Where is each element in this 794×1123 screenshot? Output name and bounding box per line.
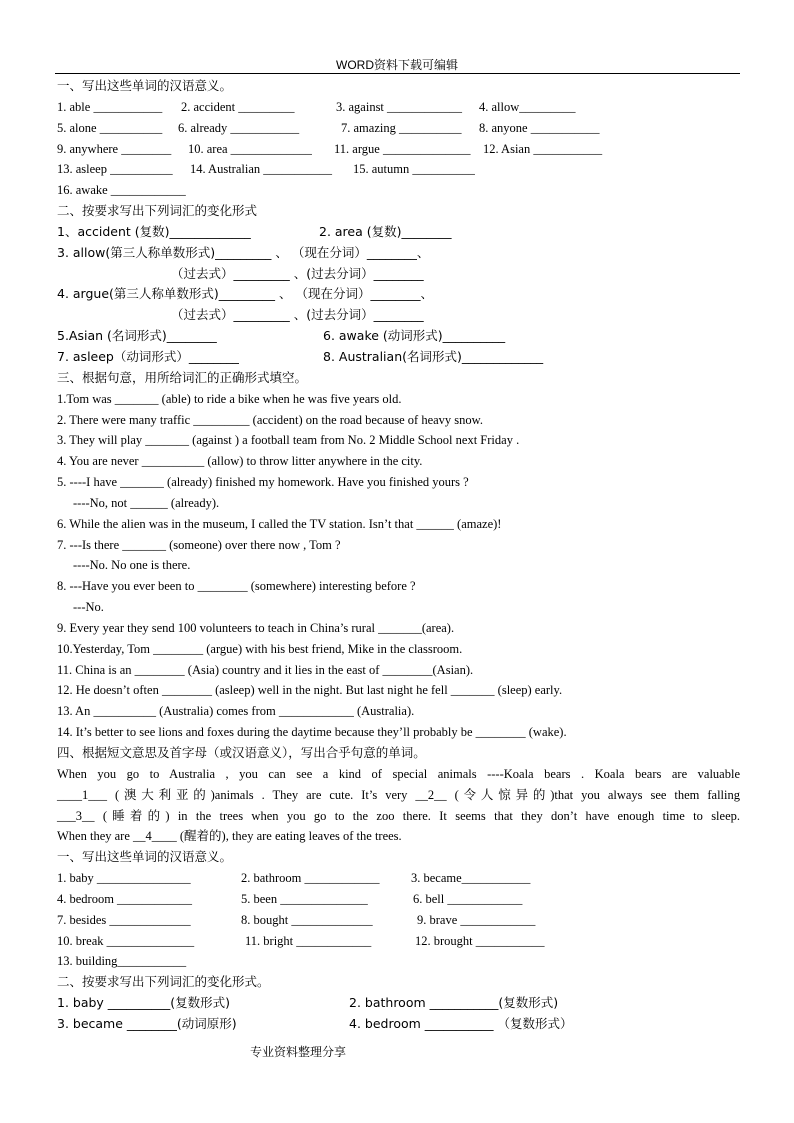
- passage-line: ___3__ (睡着的) in the trees when you go to the zoo there. It seems that they don’t have enough time to sleep.: [57, 808, 740, 823]
- word-item: 9. brave ____________: [417, 912, 536, 927]
- word-row: [57, 931, 740, 952]
- word-item: 8. bought _____________: [241, 912, 373, 927]
- sentence-line: 4. You are never __________ (allow) to throw litter anywhere in the city.: [57, 454, 423, 469]
- form-item: 8. Australian(名词形式)_____________: [323, 348, 544, 364]
- sentence-line: 1.Tom was _______ (able) to ride a bike when he was five years old.: [57, 391, 402, 406]
- section-title: 一、写出这些单词的汉语意义。: [57, 849, 233, 865]
- form-row: [57, 993, 740, 1014]
- word-item: 3. against ____________: [336, 99, 463, 114]
- word-item: 15. autumn __________: [353, 162, 475, 177]
- form-item: 1、accident (复数)_____________: [57, 223, 251, 239]
- form-item: 1. baby __________(复数形式): [57, 995, 231, 1011]
- form-row: [57, 264, 740, 285]
- word-item: 4. allow_________: [479, 99, 576, 114]
- sentence-line: 5. ----I have _______ (already) finished my homework. Have you finished yours ?: [57, 475, 469, 490]
- word-item: 3. became___________: [411, 871, 531, 886]
- sentence-line: 11. China is an ________ (Asia) country and it lies in the east of ________(Asian).: [57, 662, 474, 677]
- form-item: 3. allow(第三人称单数形式)_________ 、 （现在分词）________、: [57, 244, 430, 260]
- form-item: 3. became ________(动词原形): [57, 1015, 237, 1031]
- word-item: 6. bell ____________: [413, 891, 523, 906]
- word-item: 1. baby _______________: [57, 871, 191, 886]
- word-row: [57, 97, 740, 118]
- sentence-line: 13. An __________ (Australia) comes from ____________ (Australia).: [57, 704, 415, 719]
- word-item: 4. bedroom ____________: [57, 891, 193, 906]
- word-row: [57, 118, 740, 139]
- word-item: 16. awake ____________: [57, 183, 186, 198]
- form-item: 2. bathroom ___________(复数形式): [349, 995, 559, 1011]
- form-row: [57, 284, 740, 305]
- word-row: [57, 951, 740, 972]
- sentence-line: 9. Every year they send 100 volunteers to teach in China’s rural _______(area).: [57, 620, 455, 635]
- word-row: [57, 159, 740, 180]
- passage-line: When they are __4____ (醒着的), they are eating leaves of the trees.: [57, 829, 402, 844]
- form-item: 7. asleep（动词形式）________: [57, 348, 239, 364]
- section-title: 一、写出这些单词的汉语意义。: [57, 78, 233, 93]
- form-item: 6. awake (动词形式)__________: [323, 328, 506, 344]
- word-item: 12. Asian ___________: [483, 141, 603, 156]
- form-item: （过去式）_________ 、(过去分词）________: [171, 307, 424, 323]
- word-item: 11. bright ____________: [245, 933, 372, 948]
- sentence-line: 3. They will play _______ (against ) a football team from No. 2 Middle School next Friday .: [57, 433, 520, 448]
- form-item: 4. bedroom ___________ （复数形式）: [349, 1015, 573, 1031]
- sentence-line: 12. He doesn’t often ________ (asleep) well in the night. But last night he fell _______ (sleep) early.: [57, 683, 563, 698]
- passage-line: ____1___ (澳大利亚的)animals . They are cute. It’s very __2__ (令人惊异的)that you always see them falling: [57, 787, 740, 802]
- sentence-line: 8. ---Have you ever been to ________ (somewhere) interesting before ?: [57, 579, 416, 594]
- word-row: [57, 868, 740, 889]
- worksheet-content: [57, 76, 740, 1035]
- word-row: [57, 910, 740, 931]
- word-item: 11. argue ______________: [334, 141, 471, 156]
- word-item: 13. building___________: [57, 954, 187, 969]
- form-row: [57, 243, 740, 264]
- word-item: 9. anywhere ________: [57, 141, 172, 156]
- form-item: 4. argue(第三人称单数形式)_________ 、 （现在分词）________、: [57, 286, 433, 302]
- passage-line: When you go to Australia , you can see a kind of special animals ----Koala bears . Koala bears are valuable: [57, 766, 740, 781]
- sentence-line: 2. There were many traffic _________ (accident) on the road because of heavy snow.: [57, 412, 483, 427]
- form-row: [57, 326, 740, 347]
- word-row: [57, 889, 740, 910]
- section-title: 三、根据句意，用所给词汇的正确形式填空。: [57, 369, 308, 385]
- section-title: 四、根据短文意思及首字母（或汉语意义），写出合乎句意的单词。: [57, 745, 426, 760]
- word-item: 14. Australian ___________: [190, 162, 333, 177]
- sentence-line: ----No, not ______ (already).: [73, 495, 220, 510]
- sentence-line: ----No. No one is there.: [73, 558, 191, 573]
- section-title: 二、按要求写出下列词汇的变化形式。: [57, 974, 270, 990]
- word-item: 5. alone __________: [57, 120, 163, 135]
- form-row: [57, 347, 740, 368]
- header-divider: [55, 73, 740, 74]
- word-item: 1. able ___________: [57, 99, 163, 114]
- word-item: 12. brought ___________: [415, 933, 545, 948]
- word-item: 5. been ______________: [241, 891, 368, 906]
- form-item: （过去式）_________ 、(过去分词）________: [171, 265, 424, 281]
- word-item: 2. accident _________: [181, 99, 295, 114]
- word-item: 13. asleep __________: [57, 162, 173, 177]
- page-header: WORD资料下载可编辑: [336, 58, 458, 72]
- word-item: 7. amazing __________: [341, 120, 462, 135]
- sentence-line: ---No.: [73, 600, 104, 615]
- form-row: [57, 222, 740, 243]
- page-footer: 专业资料整理分享: [250, 1045, 347, 1059]
- section-title: 二、按要求写出下列词汇的变化形式: [57, 203, 258, 219]
- form-item: 2. area (复数)________: [319, 223, 452, 239]
- form-row: [57, 305, 740, 326]
- word-item: 7. besides _____________: [57, 912, 191, 927]
- form-row: [57, 1014, 740, 1035]
- word-item: 6. already ___________: [178, 120, 300, 135]
- form-item: 5.Asian (名词形式)________: [57, 328, 217, 344]
- word-item: 8. anyone ___________: [479, 120, 600, 135]
- sentence-line: 7. ---Is there _______ (someone) over there now , Tom ?: [57, 537, 341, 552]
- sentence-line: 10.Yesterday, Tom ________ (argue) with his best friend, Mike in the classroom.: [57, 641, 463, 656]
- word-row: [57, 180, 740, 201]
- sentence-line: 14. It’s better to see lions and foxes during the daytime because they’ll probably be ________ (wake).: [57, 725, 567, 740]
- word-item: 10. break ______________: [57, 933, 195, 948]
- word-item: 10. area _____________: [188, 141, 312, 156]
- word-item: 2. bathroom ____________: [241, 871, 380, 886]
- word-row: [57, 139, 740, 160]
- sentence-line: 6. While the alien was in the museum, I called the TV station. Isn’t that ______ (amaze)!: [57, 516, 502, 531]
